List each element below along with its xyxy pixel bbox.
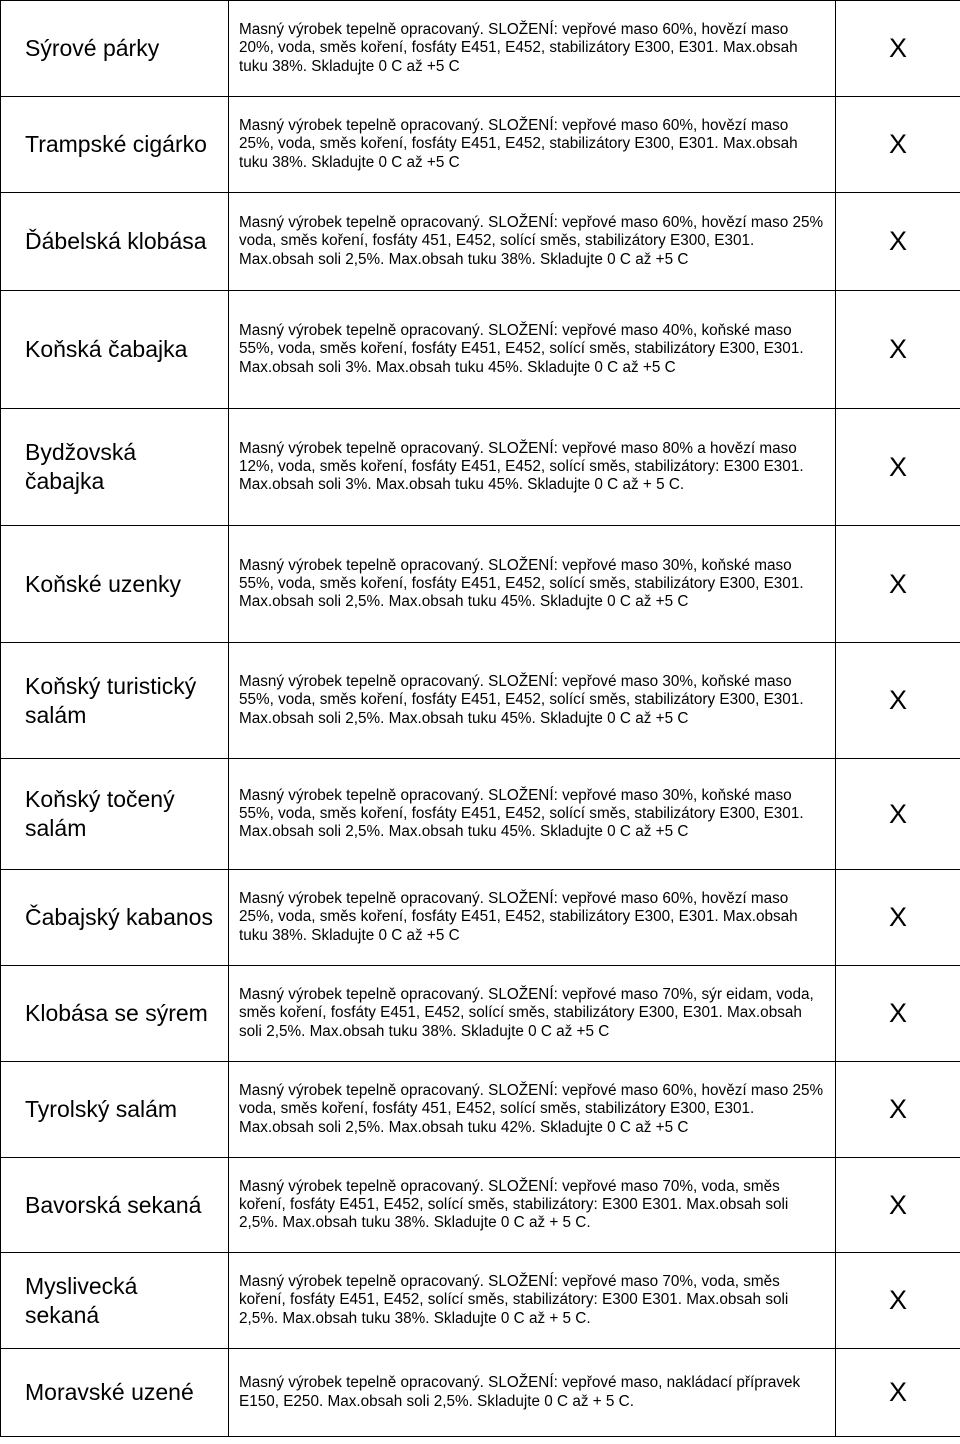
product-name: Klobása se sýrem (1, 966, 229, 1062)
product-mark: X (836, 1062, 960, 1158)
product-description: Masný výrobek tepelně opracovaný. SLOŽENÍ: vepřové maso 60%, hovězí maso 25% voda, směs koření, fosfáty 451, E452, solící směs, stabilizátory E300, E301. Max.obsah soli 2,5%. Max.obsah tuku 42%. Skladujte 0 C až +5 C (229, 1062, 836, 1158)
table-row (1, 1, 960, 97)
product-description: Masný výrobek tepelně opracovaný. SLOŽENÍ: vepřové maso 30%, koňské maso 55%, voda, směs koření, fosfáty E451, E452, solící směs, stabilizátory E300, E301. Max.obsah soli 2,5%. Max.obsah tuku 45%. Skladujte 0 C až +5 C (229, 643, 836, 759)
product-name: Sýrové párky (1, 1, 229, 97)
product-name: Bydžovská čabajka (1, 409, 229, 526)
product-name: Koňský točený salám (1, 759, 229, 870)
table-row (1, 870, 960, 966)
table-row (1, 1253, 960, 1349)
product-mark: X (836, 97, 960, 193)
product-mark: X (836, 1158, 960, 1253)
product-mark: X (836, 643, 960, 759)
table-row (1, 97, 960, 193)
product-mark: X (836, 526, 960, 643)
product-mark: X (836, 193, 960, 291)
product-description: Masný výrobek tepelně opracovaný. SLOŽENÍ: vepřové maso 60%, hovězí maso 25%, voda, směs koření, fosfáty E451, E452, stabilizátory E300, E301. Max.obsah tuku 38%. Skladujte 0 C až +5 C (229, 870, 836, 966)
product-table-body (1, 1, 960, 1437)
product-name: Moravské uzené (1, 1349, 229, 1437)
product-name: Bavorská sekaná (1, 1158, 229, 1253)
product-description: Masný výrobek tepelně opracovaný. SLOŽENÍ: vepřové maso 60%, hovězí maso 25%, voda, směs koření, fosfáty E451, E452, stabilizátory E300, E301. Max.obsah tuku 38%. Skladujte 0 C až +5 C (229, 97, 836, 193)
product-description: Masný výrobek tepelně opracovaný. SLOŽENÍ: vepřové maso 30%, koňské maso 55%, voda, směs koření, fosfáty E451, E452, solící směs, stabilizátory E300, E301. Max.obsah soli 2,5%. Max.obsah tuku 45%. Skladujte 0 C až +5 C (229, 759, 836, 870)
table-row (1, 526, 960, 643)
product-name: Koňský turistický salám (1, 643, 229, 759)
table-row (1, 193, 960, 291)
product-description: Masný výrobek tepelně opracovaný. SLOŽENÍ: vepřové maso 60%, hovězí maso 20%, voda, směs koření, fosfáty E451, E452, stabilizátory E300, E301. Max.obsah tuku 38%. Skladujte 0 C až +5 C (229, 1, 836, 97)
product-mark: X (836, 759, 960, 870)
product-mark: X (836, 966, 960, 1062)
product-description: Masný výrobek tepelně opracovaný. SLOŽENÍ: vepřové maso 70%, voda, směs koření, fosfáty E451, E452, solící směs, stabilizátory: E300 E301. Max.obsah soli 2,5%. Max.obsah tuku 38%. Skladujte 0 C až + 5 C. (229, 1253, 836, 1349)
product-description: Masný výrobek tepelně opracovaný. SLOŽENÍ: vepřové maso 70%, sýr eidam, voda, směs koření, fosfáty E451, E452, solící směs, stabilizátory E300, E301. Max.obsah soli 2,5%. Max.obsah tuku 38%. Skladujte 0 C až +5 C (229, 966, 836, 1062)
product-description: Masný výrobek tepelně opracovaný. SLOŽENÍ: vepřové maso 70%, voda, směs koření, fosfáty E451, E452, solící směs, stabilizátory: E300 E301. Max.obsah soli 2,5%. Max.obsah tuku 38%. Skladujte 0 C až + 5 C. (229, 1158, 836, 1253)
product-mark: X (836, 1253, 960, 1349)
table-row (1, 409, 960, 526)
product-name: Myslivecká sekaná (1, 1253, 229, 1349)
product-description: Masný výrobek tepelně opracovaný. SLOŽENÍ: vepřové maso 80% a hovězí maso 12%, voda, směs koření, fosfáty E451, E452, solící směs, stabilizátory: E300 E301. Max.obsah soli 3%. Max.obsah tuku 45%. Skladujte 0 C až + 5 C. (229, 409, 836, 526)
product-name: Tyrolský salám (1, 1062, 229, 1158)
product-description: Masný výrobek tepelně opracovaný. SLOŽENÍ: vepřové maso, nakládací přípravek E150, E250. Max.obsah soli 2,5%. Skladujte 0 C až + 5 C. (229, 1349, 836, 1437)
product-name: Trampské cigárko (1, 97, 229, 193)
table-row (1, 759, 960, 870)
product-name: Koňské uzenky (1, 526, 229, 643)
table-row (1, 966, 960, 1062)
table-row (1, 643, 960, 759)
product-description: Masný výrobek tepelně opracovaný. SLOŽENÍ: vepřové maso 60%, hovězí maso 25% voda, směs koření, fosfáty 451, E452, solící směs, stabilizátory E300, E301. Max.obsah soli 2,5%. Max.obsah tuku 38%. Skladujte 0 C až +5 C (229, 193, 836, 291)
product-name: Koňská čabajka (1, 291, 229, 409)
table-row (1, 1158, 960, 1253)
product-mark: X (836, 409, 960, 526)
product-name: Ďábelská klobása (1, 193, 229, 291)
table-row (1, 1349, 960, 1437)
product-mark: X (836, 1, 960, 97)
table-row (1, 1062, 960, 1158)
table-row (1, 291, 960, 409)
product-description: Masný výrobek tepelně opracovaný. SLOŽENÍ: vepřové maso 40%, koňské maso 55%, voda, směs koření, fosfáty E451, E452, solící směs, stabilizátory E300, E301. Max.obsah soli 3%. Max.obsah tuku 45%. Skladujte 0 C až +5 C (229, 291, 836, 409)
product-mark: X (836, 291, 960, 409)
product-mark: X (836, 1349, 960, 1437)
product-description: Masný výrobek tepelně opracovaný. SLOŽENÍ: vepřové maso 30%, koňské maso 55%, voda, směs koření, fosfáty E451, E452, solící směs, stabilizátory E300, E301. Max.obsah soli 2,5%. Max.obsah tuku 45%. Skladujte 0 C až +5 C (229, 526, 836, 643)
product-name: Čabajský kabanos (1, 870, 229, 966)
product-mark: X (836, 870, 960, 966)
